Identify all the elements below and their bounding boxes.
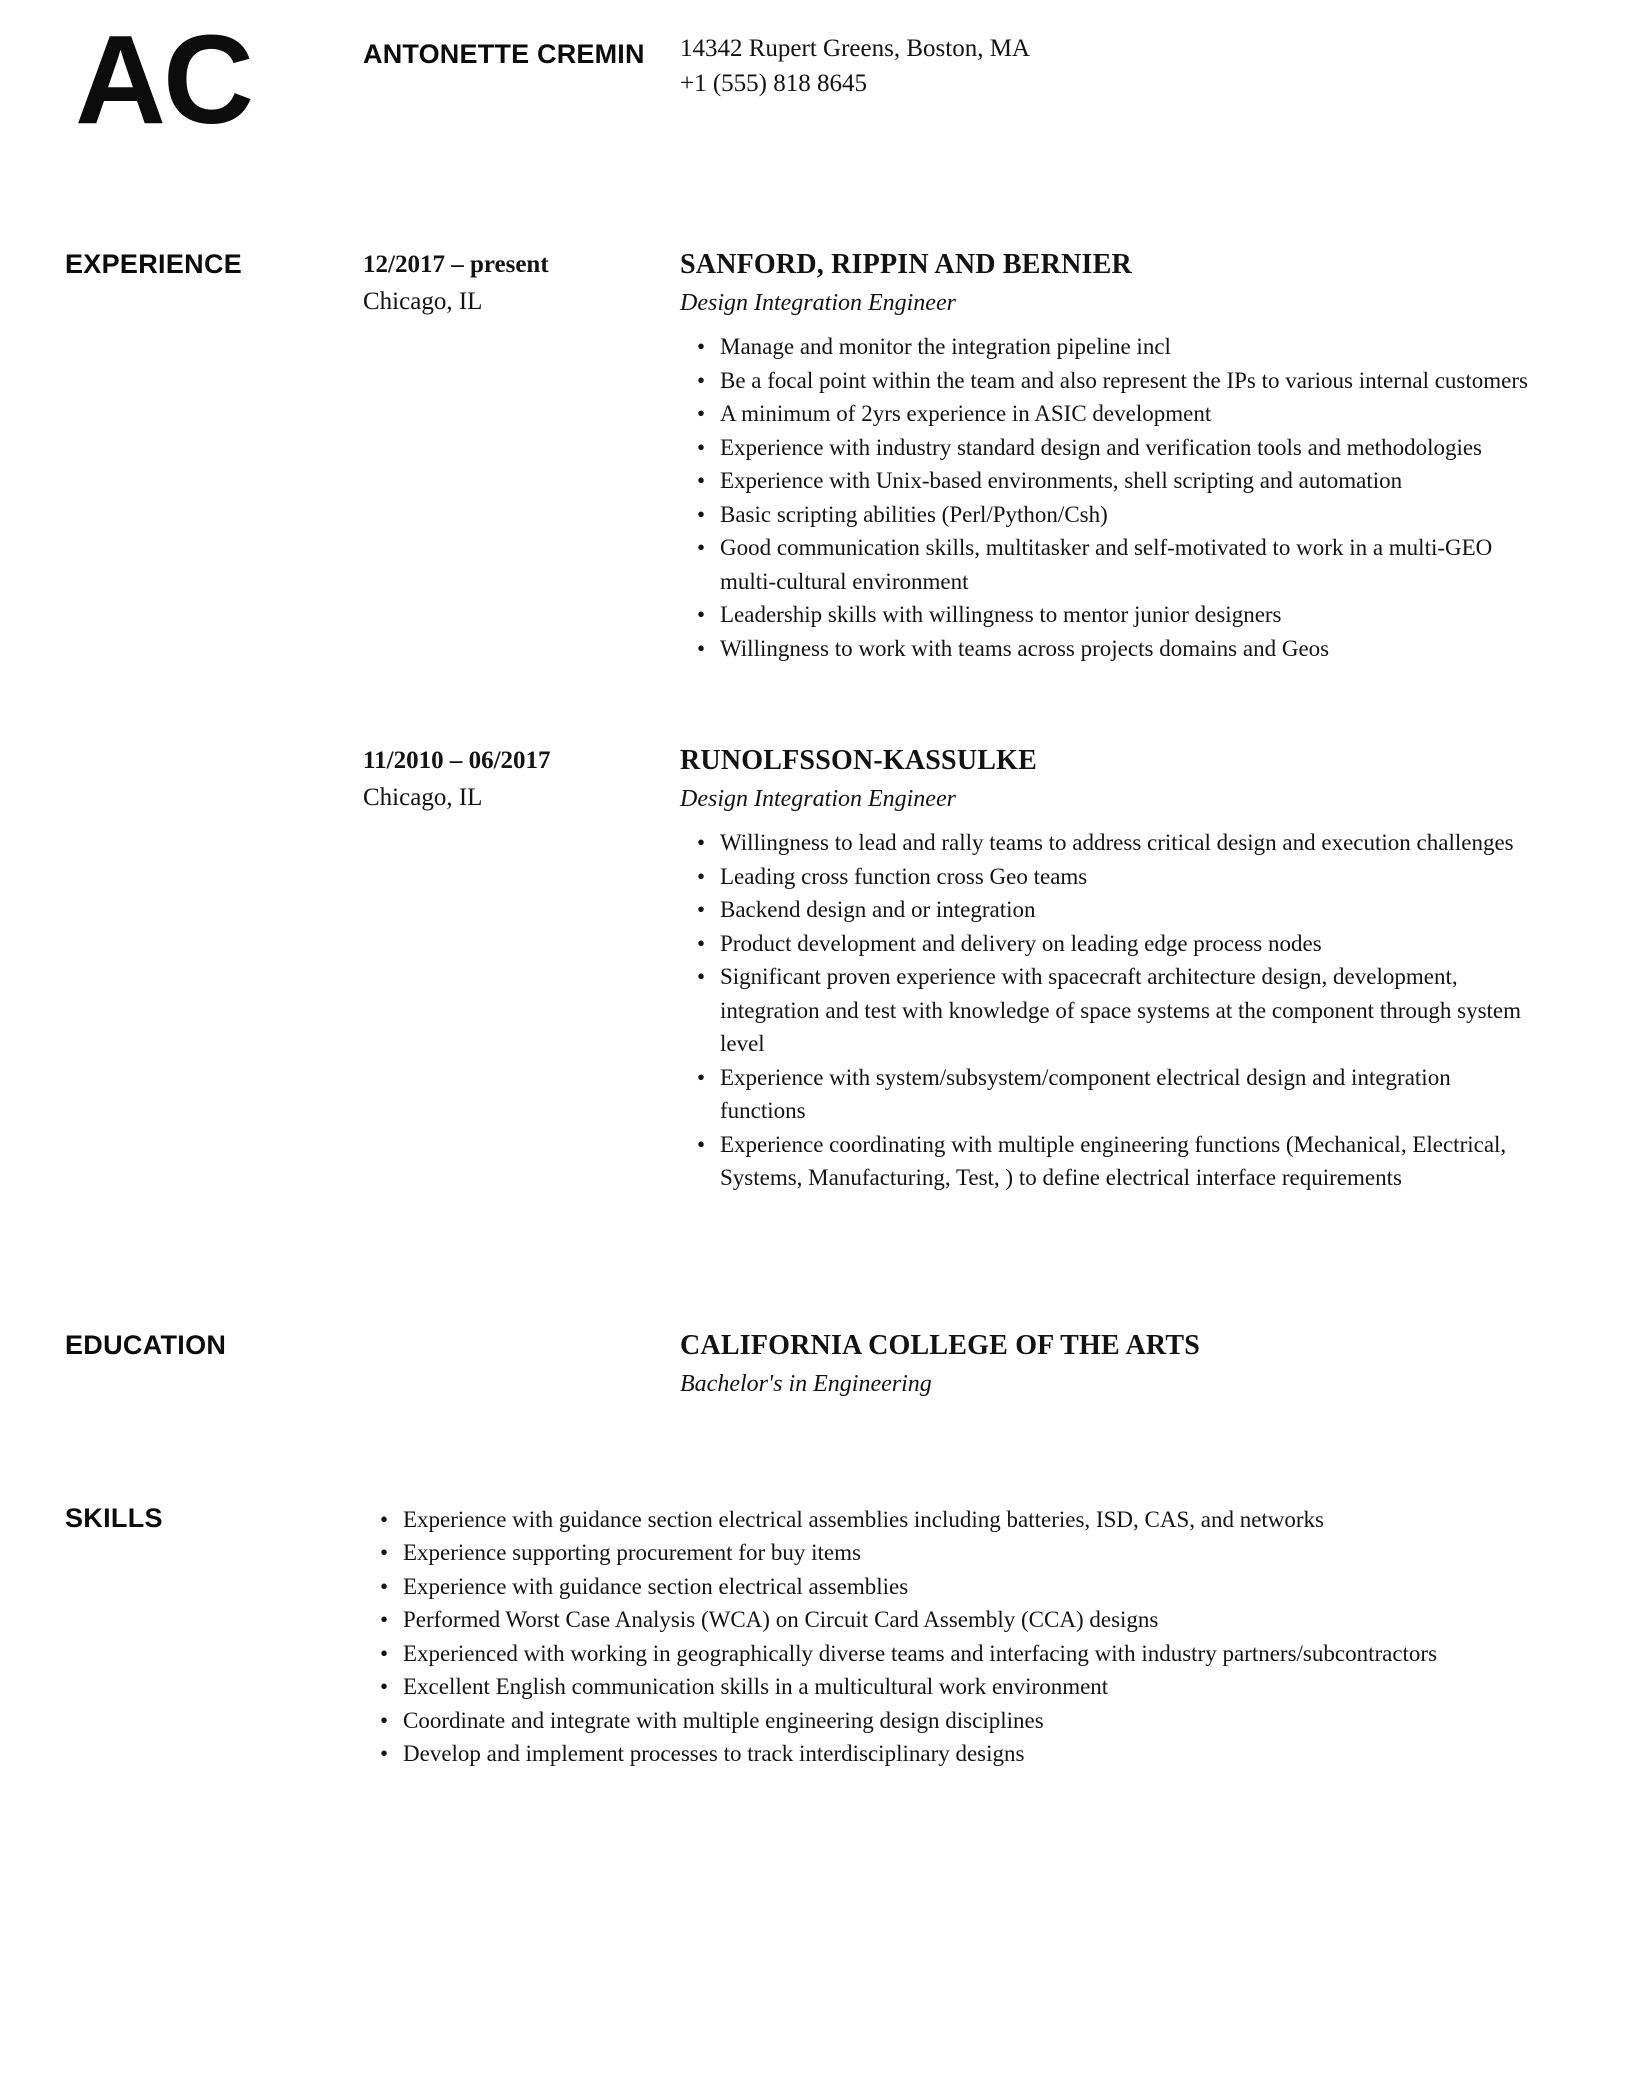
skills-list (363, 1503, 1537, 1771)
job-location: Chicago, IL (363, 288, 483, 316)
job-bullet: • Willingness to work with teams across projects domains and Geos (720, 632, 1537, 666)
section-label-skills: SKILLS (65, 1502, 163, 1533)
job-bullet: • Product development and delivery on leading edge process nodes (720, 927, 1537, 961)
job-bullet-list (680, 330, 1537, 665)
job-bullet: • A minimum of 2yrs experience in ASIC development (720, 397, 1537, 431)
section-label-education: EDUCATION (65, 1329, 227, 1360)
job-bullet: • Good communication skills, multitasker and self-motivated to work in a multi-GEO multi-cultural environment (720, 531, 1537, 598)
job-bullet: • Experience with Unix-based environments, shell scripting and automation (720, 464, 1537, 498)
job-bullet: • Experience with industry standard design and verification tools and methodologies (720, 431, 1537, 465)
job-bullet: • Leading cross function cross Geo teams (720, 860, 1537, 894)
job-bullet: • Backend design and or integration (720, 893, 1537, 927)
skill-item: • Experience with guidance section electrical assemblies including batteries, ISD, CAS, and networks (403, 1503, 1537, 1537)
job-bullet: • Experience with system/subsystem/component electrical design and integration functions (720, 1061, 1537, 1128)
education-body (680, 1328, 1537, 1401)
job-bullet: • Experience coordinating with multiple engineering functions (Mechanical, Electrical, Systems, Manufacturing, Test, ) to define electrical interface requirements (720, 1128, 1537, 1195)
job-bullet: • Basic scripting abilities (Perl/Python/Csh) (720, 498, 1537, 532)
job-bullet: • Manage and monitor the integration pipeline incl (720, 330, 1537, 364)
job-bullet: • Willingness to lead and rally teams to address critical design and execution challenges (720, 826, 1537, 860)
resume-header (65, 9, 1537, 150)
job-meta (363, 247, 680, 321)
skill-item: • Coordinate and integrate with multiple engineering design disciplines (403, 1704, 1537, 1738)
section-label-experience: EXPERIENCE (65, 249, 243, 280)
job-bullet-list (680, 826, 1537, 1195)
job-location: Chicago, IL (363, 784, 483, 812)
contact-phone: +1 (555) 818 8645 (680, 70, 867, 97)
skill-item: • Excellent English communication skills in a multicultural work environment (403, 1670, 1537, 1704)
job-meta (363, 743, 680, 817)
person-name: ANTONETTE CREMIN (363, 39, 645, 69)
skills-section (65, 1501, 1537, 1771)
skill-item: • Develop and implement processes to track interdisciplinary designs (403, 1737, 1537, 1771)
skills-bullet-list (363, 1503, 1537, 1771)
contact-address: 14342 Rupert Greens, Boston, MA (680, 35, 1030, 62)
skill-item: • Experience supporting procurement for buy items (403, 1536, 1537, 1570)
company-name: RUNOLFSSON-KASSULKE (680, 745, 1037, 777)
job-dates: 12/2017 – present (363, 251, 549, 279)
job-bullet: • Be a focal point within the team and also represent the IPs to various internal customers (720, 364, 1537, 398)
job-bullet: • Leadership skills with willingness to mentor junior designers (720, 598, 1537, 632)
school-name: CALIFORNIA COLLEGE OF THE ARTS (680, 1329, 1201, 1361)
company-name: SANFORD, RIPPIN AND BERNIER (680, 249, 1132, 281)
education-section (65, 1328, 1537, 1401)
job-title: Design Integration Engineer (680, 786, 956, 813)
job-body (680, 743, 1537, 1195)
job-dates: 11/2010 – 06/2017 (363, 747, 551, 775)
contact-block (680, 31, 1537, 101)
experience-section (65, 247, 1537, 1195)
degree-name: Bachelor's in Engineering (680, 1370, 932, 1397)
skill-item: • Experience with guidance section electrical assemblies (403, 1570, 1537, 1604)
job-title: Design Integration Engineer (680, 290, 956, 317)
skill-item: • Performed Worst Case Analysis (WCA) on Circuit Card Assembly (CCA) designs (403, 1603, 1537, 1637)
skill-item: • Experienced with working in geographically diverse teams and interfacing with industry partners/subcontractors (403, 1637, 1537, 1671)
monogram: AC (75, 9, 251, 150)
job-bullet: • Significant proven experience with spacecraft architecture design, development, integration and test with knowledge of space systems at the component through system level (720, 960, 1537, 1061)
job-body (680, 247, 1537, 665)
